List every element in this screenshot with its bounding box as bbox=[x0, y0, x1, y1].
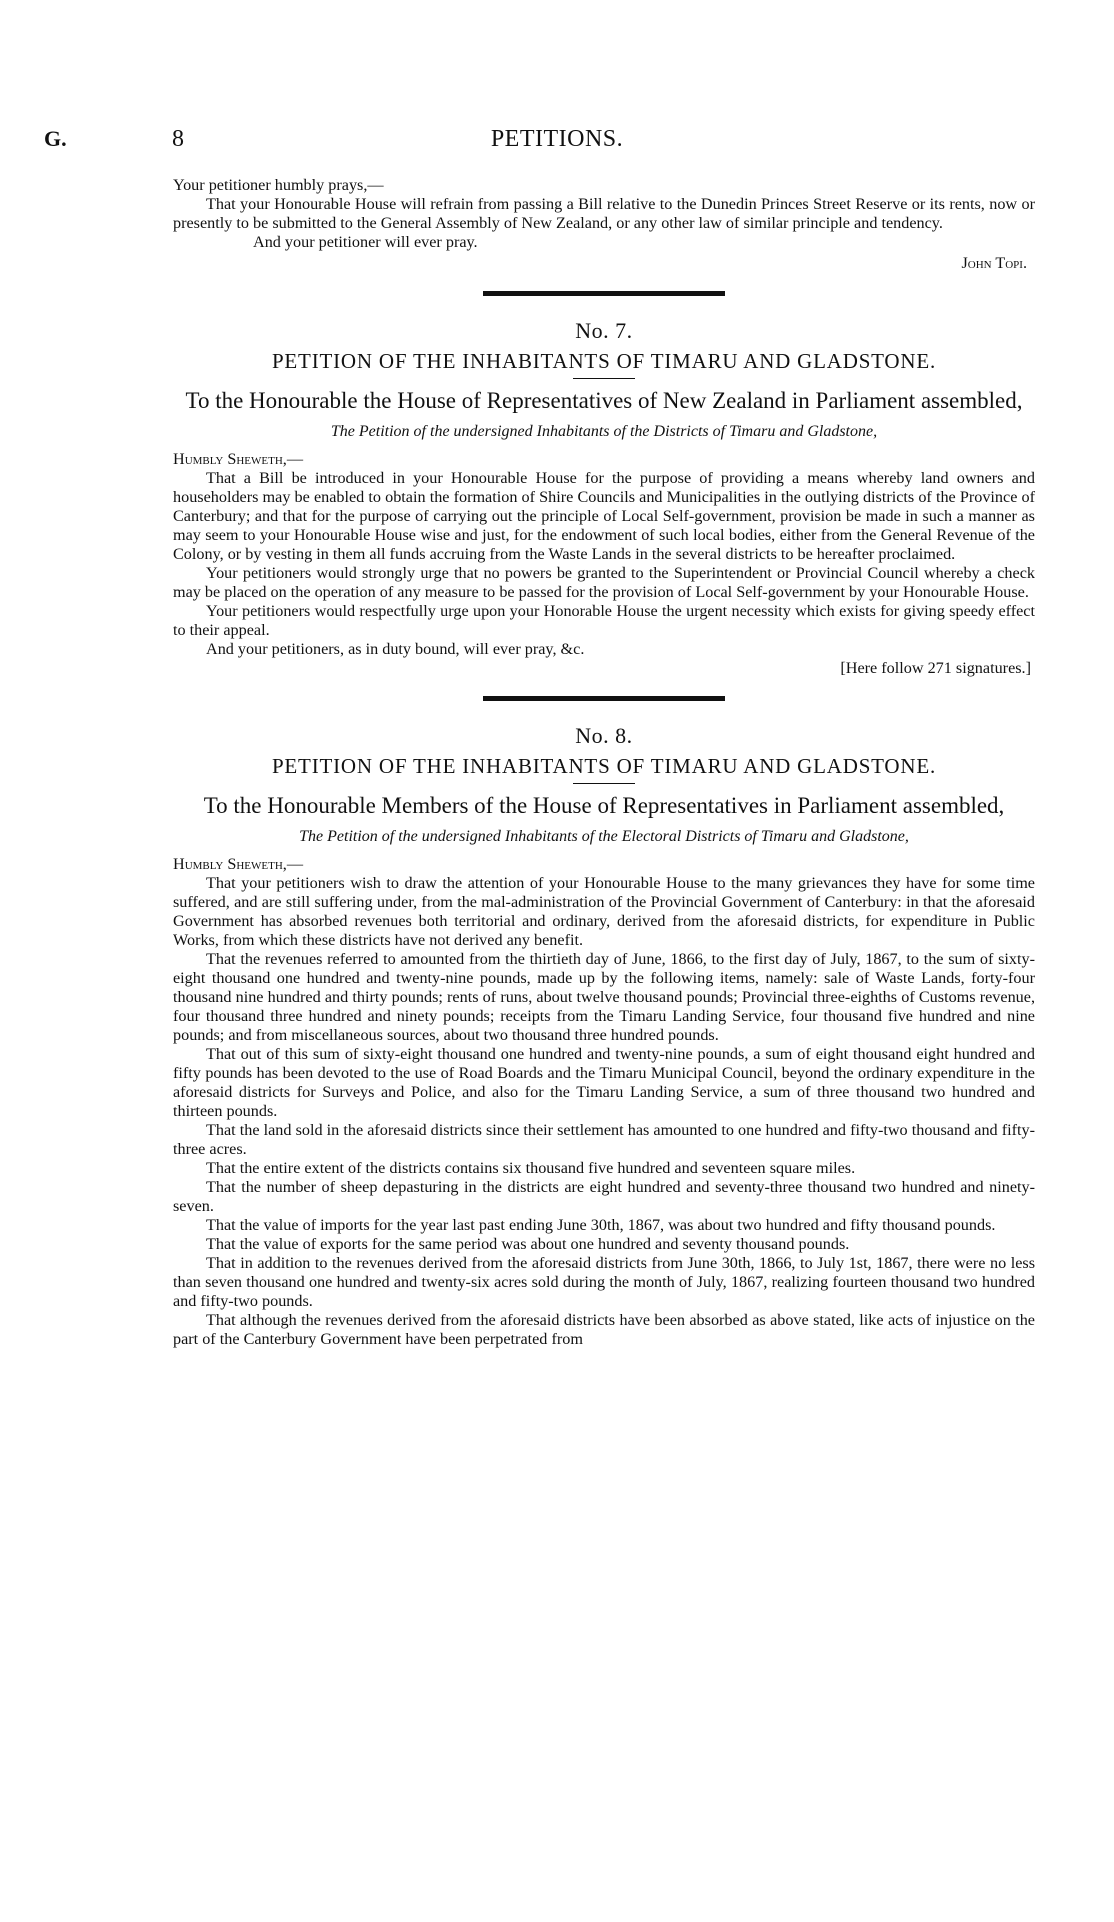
petition-no-8 bbox=[173, 723, 1035, 1349]
sheweth-line: Humbly Sheweth,— bbox=[173, 855, 304, 873]
petition-number: No. 7. bbox=[575, 318, 633, 343]
petition-line: The Petition of the undersigned Inhabitants of the Districts of Timaru and Gladstone, bbox=[330, 423, 878, 440]
signatures-note: [Here follow 271 signatures.] bbox=[840, 659, 1031, 677]
paragraph: Your petitioners would strongly urge that no powers be granted to the Superintendent or Provincial Council whereby a check may be placed on the operation of any measure to be passed for the provision of Local Self-government by your Honourable House. bbox=[173, 564, 1035, 601]
paragraph: That in addition to the revenues derived from the aforesaid districts from June 30th, 1866, to July 1st, 1867, there were no less than seven thousand one hundred and twenty-six acres sold during the month of July, 1867, realizing fourteen thousand two hundred and fifty-two pounds. bbox=[173, 1254, 1035, 1310]
title-rule bbox=[573, 783, 635, 784]
paragraph: That the number of sheep depasturing in the districts are eight hundred and seventy-three thousand two hundred and ninety-seven. bbox=[173, 1178, 1035, 1215]
sheweth-line: Humbly Sheweth,— bbox=[173, 450, 304, 468]
paragraph: That the entire extent of the districts contains six thousand five hundred and seventeen square miles. bbox=[206, 1159, 856, 1177]
paragraph: That the land sold in the aforesaid districts since their settlement has amounted to one hundred and fifty-two thousand and fifty-three acres. bbox=[173, 1121, 1035, 1158]
petition-number: No. 8. bbox=[575, 723, 633, 748]
paragraph: That a Bill be introduced in your Honourable House for the purpose of providing a means whereby land owners and householders may be enabled to obtain the formation of Shire Councils and Municipalities in the outlying districts of the Province of Canterbury; and that for the purpose of carrying out the principle of Local Self-government, provision be made in such a manner as may seem to your Honourable House wise and just, for the endowment of such local bodies, either from the General Revenue of the Colony, or by vesting in them all funds accruing from the Waste Lands in the several districts to be hereafter proclaimed. bbox=[173, 469, 1035, 563]
petitioner-signature: John Topi. bbox=[961, 254, 1027, 272]
series-letter: G. bbox=[44, 126, 67, 151]
section-divider bbox=[483, 291, 725, 296]
title-rule bbox=[573, 378, 635, 379]
paragraph: And your petitioners, as in duty bound, will ever pray, &c. bbox=[206, 640, 585, 658]
running-title: PETITIONS. bbox=[490, 126, 624, 152]
paragraph: That although the revenues derived from the aforesaid districts have been absorbed as above stated, like acts of injustice on the part of the Canterbury Government have been perpetrated from bbox=[173, 1311, 1035, 1348]
petition-line: The Petition of the undersigned Inhabitants of the Electoral Districts of Timaru and Gladstone, bbox=[299, 828, 909, 845]
petition-address: To the Honourable the House of Representatives of New Zealand in Parliament assembled, bbox=[185, 388, 1023, 413]
paragraph: That out of this sum of sixty-eight thousand one hundred and twenty-nine pounds, a sum of eight thousand eight hundred and fifty pounds has been devoted to the use of Road Boards and the Timaru Municipal Council, beyond the ordinary expenditure in the aforesaid districts for Surveys and Police, and also for the Timaru Landing Service, a sum of three thousand two hundred and thirteen pounds. bbox=[173, 1045, 1035, 1120]
section-divider bbox=[483, 696, 725, 701]
petition-title: PETITION OF THE INHABITANTS OF TIMARU AND GLADSTONE. bbox=[271, 349, 937, 373]
paragraph: That the value of exports for the same period was about one hundred and seventy thousand pounds. bbox=[206, 1235, 850, 1253]
previous-petition-ending bbox=[173, 176, 1035, 273]
petition-title: PETITION OF THE INHABITANTS OF TIMARU AND GLADSTONE. bbox=[271, 754, 937, 778]
paragraph: That your petitioners wish to draw the attention of your Honourable House to the many grievances they have for some time suffered, and are still suffering under, from the mal-administration of the Provincial Government of Canterbury: in that the aforesaid Government has absorbed revenues both territorial and ordinary, derived from the aforesaid districts, for expenditure in Public Works, from which these districts have not derived any benefit. bbox=[173, 874, 1035, 949]
intro-paragraph: That your Honourable House will refrain from passing a Bill relative to the Dunedin Princes Street Reserve or its rents, now or presently to be submitted to the General Assembly of New Zealand, or any other law of similar principle and tendency. bbox=[173, 195, 1035, 232]
prays-line: Your petitioner humbly prays,— bbox=[173, 176, 384, 194]
paragraph: That the value of imports for the year last past ending June 30th, 1867, was about two hundred and fifty thousand pounds. bbox=[206, 1216, 996, 1234]
petition-no-7 bbox=[173, 318, 1035, 678]
paragraph: Your petitioners would respectfully urge upon your Honorable House the urgent necessity which exists for giving speedy effect to their appeal. bbox=[173, 602, 1035, 639]
paragraph: That the revenues referred to amounted from the thirtieth day of June, 1866, to the first day of July, 1867, to the sum of sixty-eight thousand one hundred and twenty-nine pounds, made up by the following items, namely: sale of Waste Lands, forty-four thousand nine hundred and thirty pounds; rents of runs, about twelve thousand pounds; Provincial three-eighths of Customs revenue, four thousand three hundred and ninety pounds; receipts from the Timaru Landing Service, four thousand five hundred and nine pounds; and from miscellaneous sources, about two thousand three hundred pounds. bbox=[173, 950, 1035, 1044]
page-header bbox=[0, 126, 1114, 166]
petition-address: To the Honourable Members of the House of Representatives in Parliament assembled, bbox=[203, 793, 1005, 818]
intro-closing: And your petitioner will ever pray. bbox=[253, 233, 478, 251]
page-number: 8 bbox=[172, 126, 184, 152]
page-body bbox=[173, 176, 1035, 1349]
